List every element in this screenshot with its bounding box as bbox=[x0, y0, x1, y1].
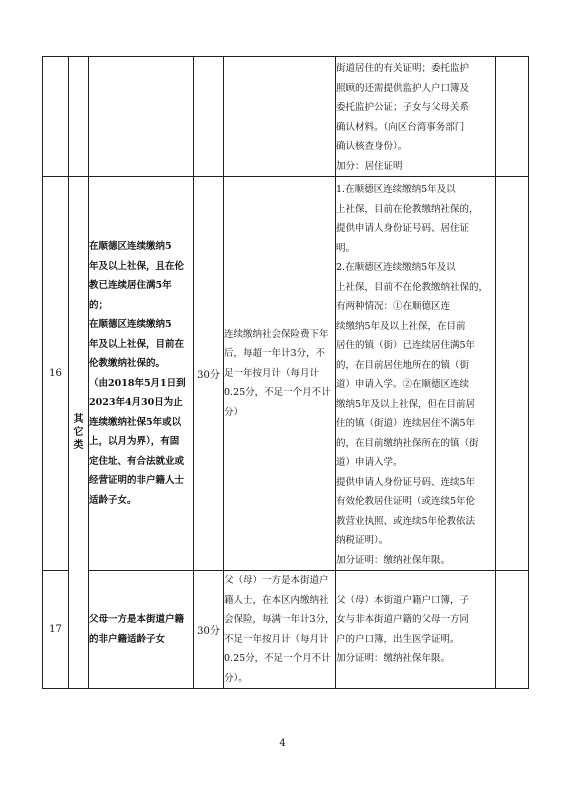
materials-cell: 1.在顺德区连续缴纳5年及以 上社保，目前在伦教缴纳社保的， 提供申请人身份证号码、居住证 明。 2.在顺德区连续缴纳5年及以 上社保，目前不在伦教缴纳社保的， 有两种情况：①在顺德区连 续缴纳5年及以上社保，在目前 居住的镇（街）已连续居住满5年 的，在目前居住地所在的镇（街 道）申请入学。②在顺德区连续 缴纳5年及以上社保，但在目前居 住的镇（街道）连续居住不满5年 的，在目前缴纳社保所在的镇（街 道）申请入学。 提供申请人身份证号码、连续5年 有效伦教居住证明（或连续5年伦 教营业执照、或连续5年伦教依法 纳税证明）。 加分证明：缴纳社保年限。 bbox=[336, 177, 496, 571]
score-cell: 30分 bbox=[194, 177, 224, 571]
score-cell: 30分 bbox=[194, 571, 224, 689]
table-row bbox=[43, 57, 529, 177]
remark-cell bbox=[496, 571, 529, 689]
condition-cell bbox=[89, 57, 194, 177]
table-row bbox=[43, 571, 529, 689]
scoring-cell: 父（母）一方是本街道户 籍人士，在本区内缴纳社 会保险，每满一年计3分， 不足一年按月计（每月计 0.25分，不足一个月不计 分）。 bbox=[224, 571, 336, 689]
remark-cell bbox=[496, 177, 529, 571]
materials-cell: 父（母）本街道户籍户口簿，子 女与非本街道户籍的父母一方同 户的户口簿，出生医学证明。 加分证明：缴纳社保年限。 bbox=[336, 571, 496, 689]
scoring-cell: 连续缴纳社会保险费下年 后，每超一年计3分，不 足一年按月计（每月计 0.25分，不足一个月不计 分） bbox=[224, 177, 336, 571]
score-cell bbox=[194, 57, 224, 177]
category-cell bbox=[69, 177, 89, 689]
row-number-cell: 16 bbox=[43, 177, 69, 571]
page-number: 4 bbox=[279, 738, 286, 749]
condition-cell: 在顺德区连续缴纳5 年及以上社保，且在伦 教已连续居住满5年 的； 在顺德区连续缴纳5 年及以上社保，目前在 伦教缴纳社保的。 （由2018年5月1日到 2023年4月30日为止 连续缴纳社保5年或以 上，以月为界），有固 定住址、有合法就业或 经营证明的非户籍人士 适龄子女。 bbox=[89, 177, 194, 571]
category-label: 其它类 bbox=[73, 414, 84, 451]
remark-cell bbox=[496, 57, 529, 177]
admission-points-table bbox=[42, 56, 529, 689]
row-number-cell: 17 bbox=[43, 571, 69, 689]
category-cell bbox=[69, 57, 89, 177]
table-row bbox=[43, 177, 529, 571]
row-number-cell bbox=[43, 57, 69, 177]
scoring-cell bbox=[224, 57, 336, 177]
materials-cell: 街道居住的有关证明；委托监护 照顾的还需提供监护人户口簿及 委托监护公证；子女与父母关系 确认材料。（向区台湾事务部门 确认核查身份）。 加分：居住证明 bbox=[336, 57, 496, 177]
condition-cell: 父母一方是本街道户籍 的非户籍适龄子女 bbox=[89, 571, 194, 689]
